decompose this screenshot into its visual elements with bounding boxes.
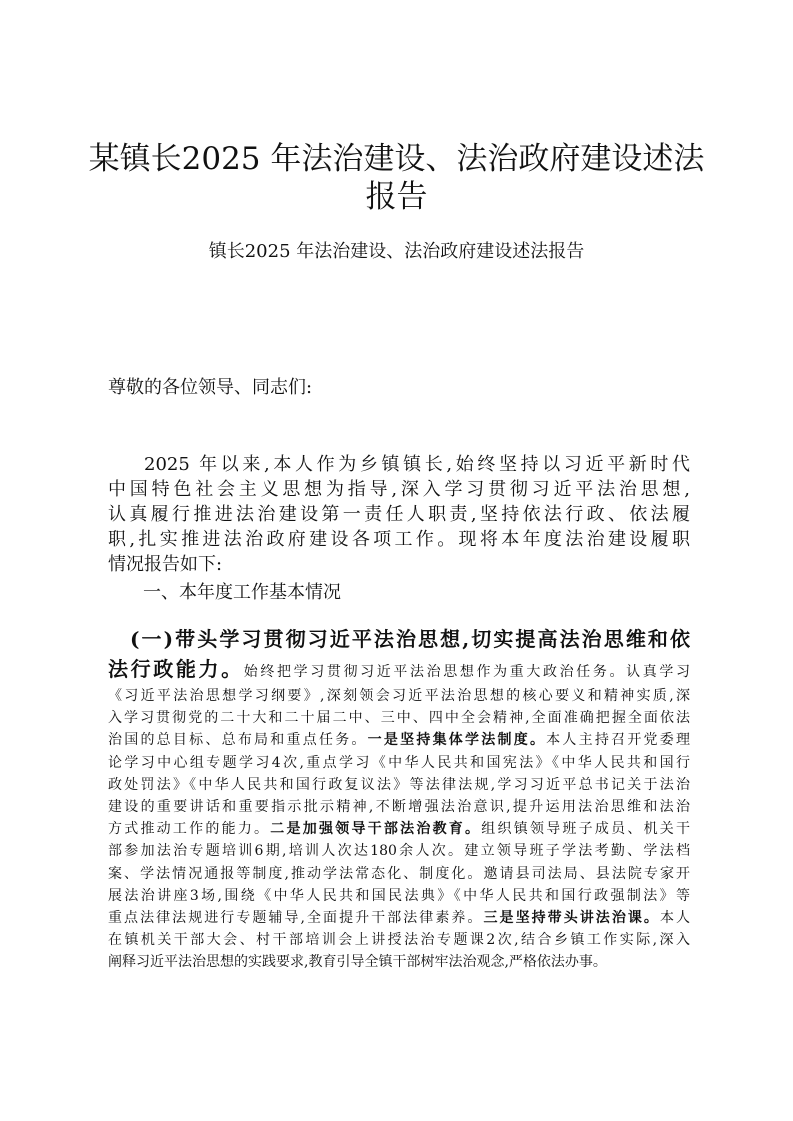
subsection-heading-end: 法行政能力。 [108, 657, 244, 681]
paragraph-line [108, 907, 690, 929]
paragraph-line: 职,扎实推进法治政府建设各项工作。现将本年度法治建设履职 [108, 529, 690, 550]
paragraph-line [108, 774, 690, 796]
paragraph-line: 中国特色社会主义思想为指导,深入学习贯彻习近平法治思想, [108, 479, 690, 500]
subsection-body [108, 685, 690, 974]
paragraph-line [108, 685, 690, 707]
paragraph-line [108, 729, 690, 751]
title-line: 报告 [365, 179, 428, 215]
greeting: 尊敬的各位领导、同志们: [108, 377, 313, 398]
paragraph-line [108, 818, 690, 840]
document-subtitle: 镇长2025 年法治建设、法治政府建设述法报告 [208, 241, 585, 262]
subsection-1 [108, 624, 690, 974]
paragraph-line [108, 863, 690, 885]
paragraph-line [108, 929, 690, 951]
line-text: 政处罚法》《中华人民共和国行政复议法》等法律法规,学习习近平总书记关于法治 [108, 776, 690, 793]
line-text: 部参加法治专题培训6期,培训人次达180余人次。建立领导班子学法考勤、学法档 [108, 843, 690, 860]
title-line: 某镇长2025 年法治建设、法治政府建设述法 [88, 141, 705, 177]
paragraph-line [108, 885, 690, 907]
line-text: 论学习中心组专题学习4次,重点学习《中华人民共和国宪法》《中华人民共和国行 [108, 754, 690, 771]
paragraph-line: 认真履行推进法治建设第一责任人职责,坚持依法行政、依法履 [108, 504, 690, 525]
paragraph-line [108, 796, 690, 818]
line-text: 建设的重要讲话和重要指示批示精神,不断增强法治意识,提升运用法治思维和法治 [108, 799, 690, 816]
bold-phrase: 一是坚持集体学法制度。 [367, 732, 547, 749]
paragraph-line [108, 707, 690, 729]
line-text: 方式推动工作的能力。 [108, 821, 271, 838]
line-text: 入学习贯彻党的二十大和二十届二中、三中、四中全会精神,全面准确把握全面依法 [108, 710, 690, 727]
line-text: 本人 [659, 910, 691, 927]
line-text: 始终把学习贯彻习近平法治思想作为重大政治任务。认真学习 [243, 664, 690, 680]
paragraph-line: 情况报告如下: [108, 554, 223, 575]
bold-phrase: 二是加强领导干部法治教育。 [270, 821, 482, 838]
paragraph-line [108, 840, 690, 862]
line-text: 治国的总目标、总布局和重点任务。 [108, 732, 368, 749]
line-text: 《习近平法治思想学习纲要》,深刻领会习近平法治思想的核心要义和精神实质,深 [108, 688, 690, 704]
paragraph-line: 2025 年以来,本人作为乡镇镇长,始终坚持以习近平新时代 [144, 454, 690, 475]
subsection-heading: (一)带头学习贯彻习近平法治思想,切实提高法治思维和依 [130, 627, 690, 651]
paragraph-line [108, 752, 690, 774]
document-title [0, 140, 793, 216]
line-text: 阐释习近平法治思想的实践要求,教育引导全镇干部树牢法治观念,严格依法办事。 [108, 954, 607, 971]
line-text: 展法治讲座3场,围绕《中华人民共和国民法典》《中华人民共和国行政强制法》等 [108, 887, 690, 904]
paragraph-line [108, 654, 690, 685]
line-text: 组织镇领导班子成员、机关干 [481, 821, 691, 838]
bold-phrase: 三是坚持带头讲法治课。 [483, 910, 660, 927]
line-text: 本人主持召开党委理 [546, 732, 691, 749]
section-heading: 一、本年度工作基本情况 [143, 582, 341, 603]
paragraph-line [108, 951, 690, 973]
line-text: 重点法律法规进行专题辅导,全面提升干部法律素养。 [108, 910, 484, 927]
intro-paragraph [108, 452, 690, 577]
line-text: 在镇机关干部大会、村干部培训会上讲授法治专题课2次,结合乡镇工作实际,深入 [108, 932, 690, 949]
line-text: 案、学法情况通报等制度,推动学法常态化、制度化。邀请县司法局、县法院专家开 [108, 865, 690, 882]
